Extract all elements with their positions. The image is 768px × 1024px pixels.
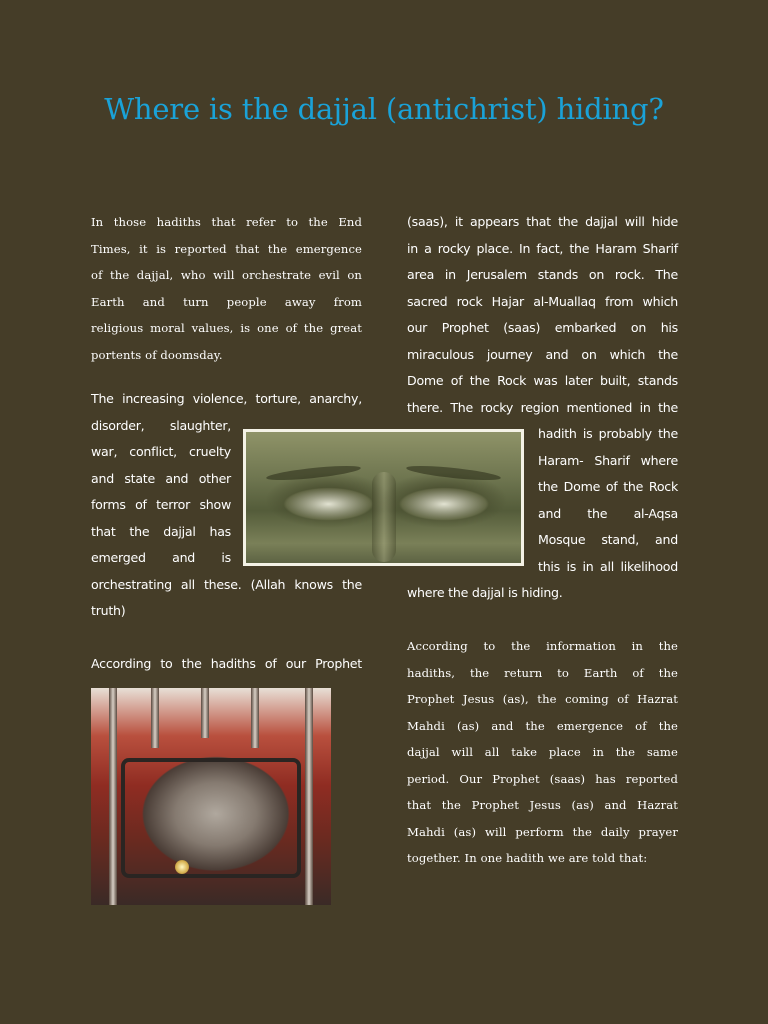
text-line: that the dajjal has: [91, 523, 231, 539]
text-line: portents of doomsday.: [91, 347, 223, 362]
text-line: in a rocky place. In fact, the Haram Sharif: [407, 240, 678, 256]
text-line: our Prophet (saas) embarked on his: [407, 320, 678, 335]
text-line: of the dajjal, who will orchestrate evil on: [91, 268, 362, 282]
text-line: Mahdi (as) will perform the daily prayer: [407, 824, 678, 839]
railing-shape: [121, 758, 301, 878]
nose-shadow: [372, 472, 396, 562]
text-line: Prophet Jesus (as), the coming of Hazrat: [407, 692, 678, 706]
text-line: forms of terror show: [91, 497, 231, 512]
text-line: Dome of the Rock was later built, stands: [407, 373, 678, 388]
text-line: that the Prophet Jesus (as) and Hazrat: [407, 798, 678, 812]
right-paragraph-2: [407, 633, 678, 872]
text-line: religious moral values, is one of the great: [91, 321, 362, 335]
text-line: and state and other: [91, 470, 231, 486]
text-line: and the al-Aqsa: [538, 505, 678, 521]
column-shape: [251, 688, 259, 748]
text-line: orchestrating all these. (Allah knows the: [91, 576, 362, 592]
text-line: sacred rock Hajar al-Muallaq from which: [407, 293, 678, 309]
brow-shadow: [266, 463, 362, 483]
text-line: (saas), it appears that the dajjal will hide: [407, 214, 678, 229]
text-line: together. In one hadith we are told that:: [407, 851, 648, 865]
text-line: emerged and is: [91, 550, 231, 565]
text-line: dajjal will all take place in the same: [407, 745, 678, 759]
eyes-photo: [243, 429, 524, 566]
text-line: this is in all likelihood: [538, 558, 678, 574]
text-line: period. Our Prophet (saas) has reported: [407, 771, 678, 786]
column-shape: [305, 688, 313, 905]
text-line: According to the hadiths of our Prophet: [91, 656, 362, 671]
text-line: truth): [91, 603, 126, 618]
text-line: hadiths, the return to Earth of the: [407, 665, 678, 680]
page-title: Where is the dajjal (antichrist) hiding?: [104, 92, 664, 126]
text-line: According to the information in the: [407, 639, 678, 653]
text-line: hadith is probably the: [538, 426, 678, 441]
text-line: where the dajjal is hiding.: [407, 585, 563, 600]
left-paragraph-3: [91, 651, 362, 678]
text-line: Times, it is reported that the emergence: [91, 241, 362, 256]
text-line: war, conflict, cruelty: [91, 444, 231, 459]
text-line: In those hadiths that refer to the End: [91, 215, 362, 229]
text-line: Mosque stand, and: [538, 532, 678, 547]
text-line: area in Jerusalem stands on rock. The: [407, 267, 678, 282]
left-paragraph-1: [91, 209, 362, 368]
text-line: Mahdi (as) and the emergence of the: [407, 718, 678, 733]
text-line: miraculous journey and on which the: [407, 346, 678, 362]
column-shape: [109, 688, 117, 905]
text-line: there. The rocky region mentioned in the: [407, 399, 678, 415]
text-line: Earth and turn people away from: [91, 294, 362, 309]
brow-shadow: [406, 463, 502, 483]
column-shape: [201, 688, 209, 738]
lamp-shape: [175, 860, 189, 874]
text-line: Haram- Sharif where: [538, 452, 678, 468]
column-shape: [151, 688, 159, 748]
text-line: the Dome of the Rock: [538, 479, 678, 494]
text-line: disorder, slaughter,: [91, 417, 231, 433]
text-line: The increasing violence, torture, anarchy,: [91, 391, 362, 406]
rock-shrine-photo: [91, 688, 331, 905]
